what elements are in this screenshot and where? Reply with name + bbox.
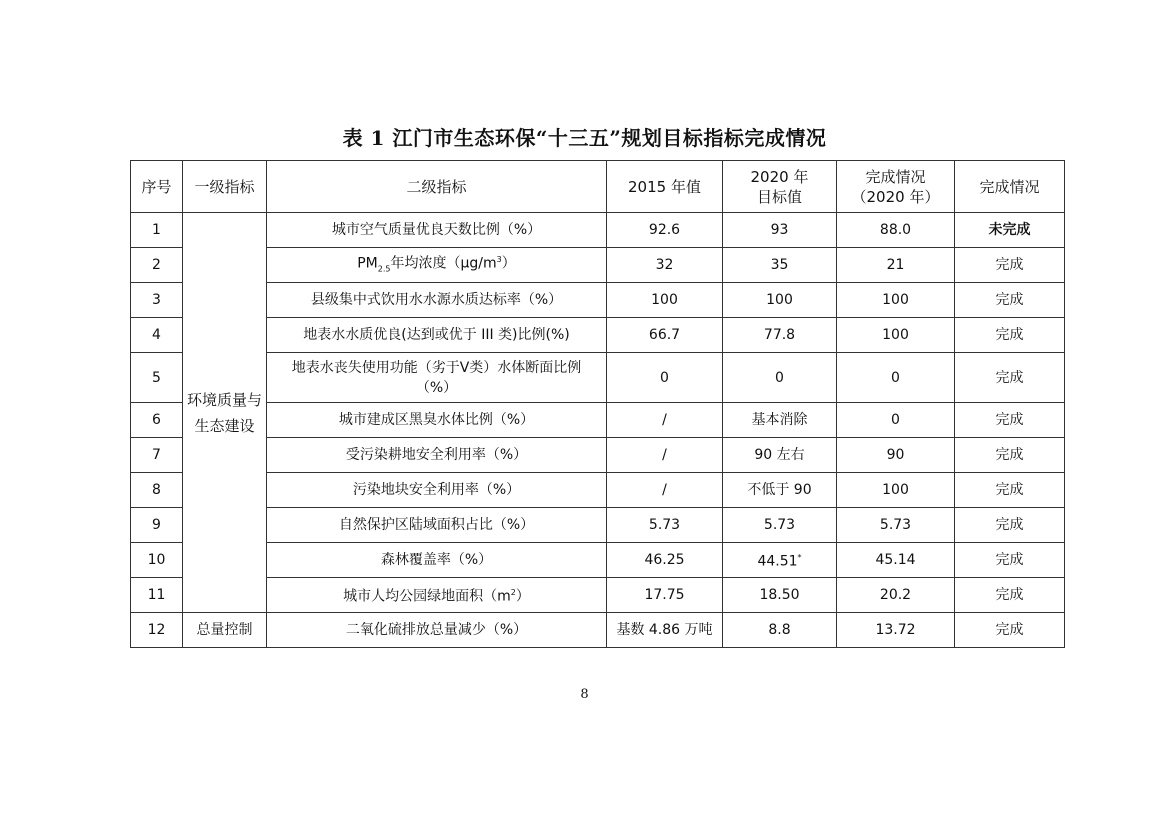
row-no: 2 — [131, 248, 183, 283]
row-status: 完成 — [955, 473, 1065, 508]
row-actual: 100 — [837, 318, 955, 353]
row-no: 5 — [131, 353, 183, 403]
row-target: 5.73 — [723, 508, 837, 543]
row-target: 100 — [723, 283, 837, 318]
row-2015: / — [607, 438, 723, 473]
indicator-mid: 年均浓度（μg/m — [390, 255, 497, 272]
row-target: 0 — [723, 353, 837, 403]
header-status-2020-line2: （2020 年） — [851, 187, 940, 206]
row-target: 93 — [723, 213, 837, 248]
row-indicator: 县级集中式饮用水水源水质达标率（%） — [267, 283, 607, 318]
row-target: 不低于 90 — [723, 473, 837, 508]
row-actual: 45.14 — [837, 543, 955, 578]
row-indicator: 自然保护区陆域面积占比（%） — [267, 508, 607, 543]
row-target — [723, 543, 837, 578]
indicator-sup: 2 — [510, 588, 516, 598]
category-total: 总量控制 — [183, 613, 267, 648]
row-indicator: 地表水水质优良(达到或优于 III 类)比例(%) — [267, 318, 607, 353]
header-status-2020 — [837, 161, 955, 213]
indicator-post: ） — [501, 255, 516, 272]
table-row — [131, 318, 1065, 353]
table-row — [131, 248, 1065, 283]
row-2015: / — [607, 403, 723, 438]
row-no: 12 — [131, 613, 183, 648]
row-2015: 100 — [607, 283, 723, 318]
row-status: 完成 — [955, 318, 1065, 353]
header-status-2020-line1: 完成情况 — [865, 167, 926, 186]
header-level1: 一级指标 — [183, 161, 267, 213]
row-no: 4 — [131, 318, 183, 353]
row-2015: 0 — [607, 353, 723, 403]
row-status: 完成 — [955, 353, 1065, 403]
row-actual: 100 — [837, 283, 955, 318]
row-indicator — [267, 248, 607, 283]
row-no: 9 — [131, 508, 183, 543]
header-2015: 2015 年值 — [607, 161, 723, 213]
row-indicator: 森林覆盖率（%） — [267, 543, 607, 578]
target-value: 44.51 — [757, 553, 798, 570]
indicator-table — [130, 160, 1065, 648]
table-row — [131, 403, 1065, 438]
row-indicator: 地表水丧失使用功能（劣于Ⅴ类）水体断面比例（%） — [267, 353, 607, 403]
row-indicator: 城市空气质量优良天数比例（%） — [267, 213, 607, 248]
table-title: 表 1 江门市生态环保“十三五”规划目标指标完成情况 — [342, 126, 827, 150]
row-status: 完成 — [955, 578, 1065, 613]
row-no: 10 — [131, 543, 183, 578]
row-status: 未完成 — [955, 213, 1065, 248]
indicator-sub: 2.5 — [377, 264, 391, 274]
row-status: 完成 — [955, 508, 1065, 543]
row-target: 77.8 — [723, 318, 837, 353]
header-level2: 二级指标 — [267, 161, 607, 213]
row-status: 完成 — [955, 613, 1065, 648]
row-no: 1 — [131, 213, 183, 248]
row-status: 完成 — [955, 403, 1065, 438]
category-env: 环境质量与生态建设 — [183, 213, 267, 613]
table-row — [131, 353, 1065, 403]
row-status: 完成 — [955, 248, 1065, 283]
header-target-line1: 2020 年 — [750, 167, 809, 186]
row-actual: 20.2 — [837, 578, 955, 613]
indicator-pre: PM — [357, 255, 378, 272]
row-actual: 21 — [837, 248, 955, 283]
row-no: 3 — [131, 283, 183, 318]
row-indicator: 污染地块安全利用率（%） — [267, 473, 607, 508]
row-no: 7 — [131, 438, 183, 473]
row-status: 完成 — [955, 438, 1065, 473]
row-2015: 92.6 — [607, 213, 723, 248]
row-actual: 13.72 — [837, 613, 955, 648]
row-indicator: 二氧化硫排放总量减少（%） — [267, 613, 607, 648]
row-no: 6 — [131, 403, 183, 438]
row-status: 完成 — [955, 543, 1065, 578]
table-row — [131, 543, 1065, 578]
header-target — [723, 161, 837, 213]
indicator-post: ） — [515, 588, 530, 605]
row-indicator — [267, 578, 607, 613]
row-2015: 46.25 — [607, 543, 723, 578]
row-2015: / — [607, 473, 723, 508]
header-row — [131, 161, 1065, 213]
row-target: 35 — [723, 248, 837, 283]
row-target: 90 左右 — [723, 438, 837, 473]
row-actual: 0 — [837, 403, 955, 438]
row-target: 基本消除 — [723, 403, 837, 438]
row-no: 11 — [131, 578, 183, 613]
row-2015: 5.73 — [607, 508, 723, 543]
row-target: 18.50 — [723, 578, 837, 613]
indicator-sup: 3 — [496, 255, 502, 265]
row-target: 8.8 — [723, 613, 837, 648]
row-actual: 88.0 — [837, 213, 955, 248]
header-completion: 完成情况 — [955, 161, 1065, 213]
header-no: 序号 — [131, 161, 183, 213]
row-actual: 90 — [837, 438, 955, 473]
row-actual: 5.73 — [837, 508, 955, 543]
row-2015: 基数 4.86 万吨 — [607, 613, 723, 648]
row-indicator: 受污染耕地安全利用率（%） — [267, 438, 607, 473]
table-row — [131, 508, 1065, 543]
indicator-pre: 城市人均公园绿地面积（m — [343, 588, 511, 605]
table-row — [131, 213, 1065, 248]
row-actual: 0 — [837, 353, 955, 403]
row-2015: 66.7 — [607, 318, 723, 353]
row-2015: 17.75 — [607, 578, 723, 613]
table-row — [131, 578, 1065, 613]
row-status: 完成 — [955, 283, 1065, 318]
header-target-line2: 目标值 — [756, 187, 802, 206]
table-row — [131, 473, 1065, 508]
row-no: 8 — [131, 473, 183, 508]
table-row — [131, 283, 1065, 318]
row-2015: 32 — [607, 248, 723, 283]
footnote-mark: * — [797, 553, 802, 563]
row-indicator: 城市建成区黑臭水体比例（%） — [267, 403, 607, 438]
row-actual: 100 — [837, 473, 955, 508]
table-row — [131, 438, 1065, 473]
page-number: 8 — [580, 687, 589, 702]
table-row — [131, 613, 1065, 648]
